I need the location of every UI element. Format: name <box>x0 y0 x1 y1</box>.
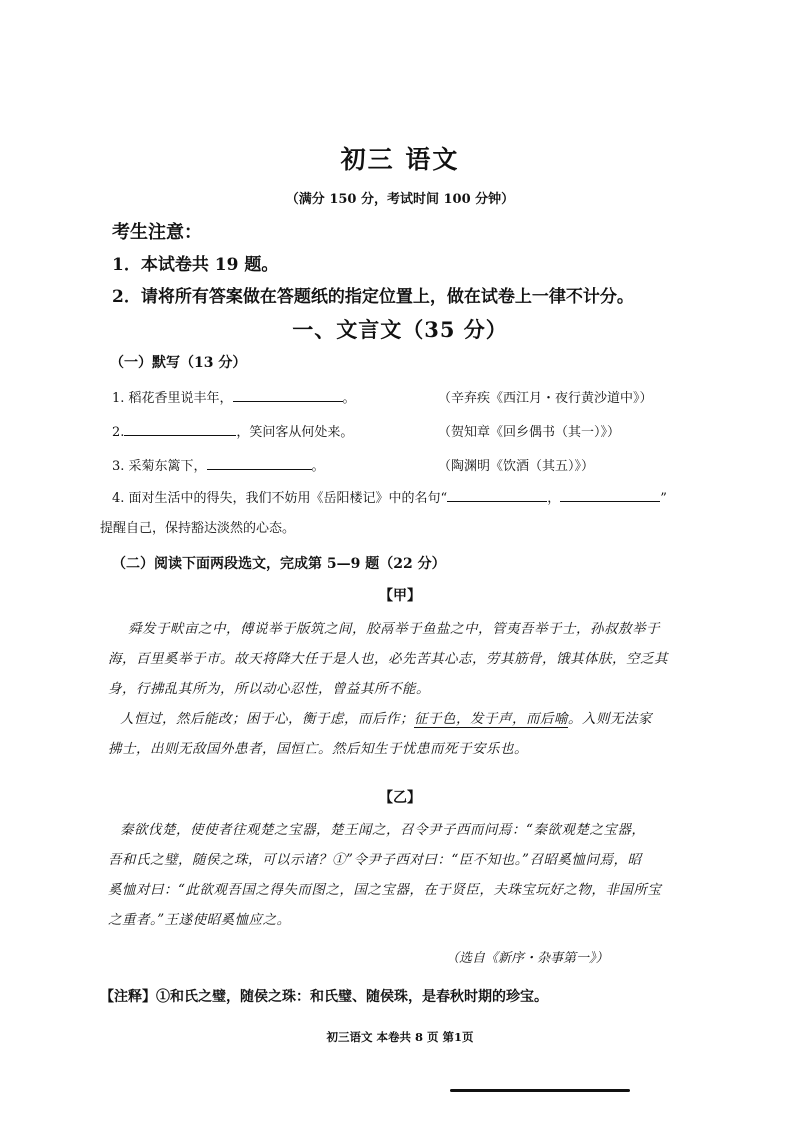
question-2-number: 2. <box>112 425 125 440</box>
passage-yi-line: 秦欲伐楚，使使者往观楚之宝器，楚王闻之，召令尹子西而问焉：“秦欲观楚之宝器， <box>120 822 646 838</box>
question-1-end: 。 <box>342 391 356 406</box>
answer-blank-4b[interactable] <box>560 489 660 502</box>
page-title: 初三 语文 <box>340 145 460 174</box>
question-3 <box>112 455 325 474</box>
underlined-phrase: 征于色，发于声，而后喻 <box>414 711 568 727</box>
part2-heading: （二）阅读下面两段选文，完成第 5—9 题（22 分） <box>112 556 446 572</box>
question-2 <box>112 421 353 440</box>
notice-item-1: 1．本试卷共 19 题。 <box>112 255 279 275</box>
question-4 <box>112 487 667 506</box>
scan-artifact-line <box>450 1089 630 1092</box>
question-1 <box>112 387 356 406</box>
notice-item-2: 2．请将所有答案做在答题纸的指定位置上，做在试卷上一律不计分。 <box>112 287 634 307</box>
section-heading: 一、文言文（35 分） <box>292 317 508 342</box>
question-2-source: （贺知章《回乡偶书（其一）》） <box>438 425 621 440</box>
passage-yi <box>108 815 694 935</box>
question-4-line2: 提醒自己，保持豁达淡然的心态。 <box>100 521 296 536</box>
answer-blank-3[interactable] <box>207 457 312 470</box>
passage-yi-tag: 【乙】 <box>379 790 421 806</box>
exam-info: （满分 150 分，考试时间 100 分钟） <box>285 192 515 207</box>
question-4-mid: ， <box>547 491 561 506</box>
passage-jia-p2-end: 。入则无法家 <box>568 711 652 727</box>
passage-yi-line: 奚恤对曰：“此欲观吾国之得失而图之，国之宝器，在于贤臣，夫珠宝玩好之物，非国所宝 <box>108 882 662 898</box>
passage-jia-line: 身，行拂乱其所为，所以动心忍性，曾益其所不能。 <box>108 681 430 697</box>
question-3-text: 3. 采菊东篱下， <box>112 459 207 474</box>
page-footer: 初三语文 本卷共 8 页 第1页 <box>326 1030 474 1044</box>
passage-yi-source: （选自《新序・杂事第一》） <box>446 951 609 966</box>
passage-yi-line: 之重者。”王遂使昭奚恤应之。 <box>108 912 291 928</box>
passage-jia <box>108 614 694 764</box>
passage-jia-p2-start: 人恒过，然后能改；困于心，衡于虑，而后作； <box>120 711 414 727</box>
question-2-text: ，笑问客从何处来。 <box>236 425 354 440</box>
annotation: 【注释】①和氏之璧，随侯之珠：和氏璧、随侯珠，是春秋时期的珍宝。 <box>100 989 548 1005</box>
passage-jia-line: 拂士，出则无敌国外患者，国恒亡。然后知生于忧患而死于安乐也。 <box>108 741 528 757</box>
question-3-source: （陶渊明《饮酒（其五）》） <box>438 459 595 474</box>
question-4-end: ” <box>660 491 667 506</box>
question-1-source: （辛弃疾《西江月・夜行黄沙道中》） <box>438 391 653 406</box>
passage-jia-line: 海，百里奚举于市。故天将降大任于是人也，必先苦其心志，劳其筋骨，饿其体肤，空乏其 <box>108 651 668 667</box>
notice-heading: 考生注意： <box>112 222 202 243</box>
passage-jia-line: 舜发于畎亩之中，傅说举于版筑之间，胶鬲举于鱼盐之中，管夷吾举于士，孙叔敖举于 <box>128 621 660 637</box>
question-4-text: 4. 面对生活中的得失，我们不妨用《岳阳楼记》中的名句“ <box>112 491 448 506</box>
part1-heading: （一）默写（13 分） <box>110 355 247 371</box>
answer-blank-2[interactable] <box>124 423 236 436</box>
passage-yi-line: 吾和氏之璧，随侯之珠，可以示诸？①”令尹子西对曰：“臣不知也。”召昭奚恤问焉，昭 <box>108 852 642 868</box>
question-3-end: 。 <box>311 459 325 474</box>
passage-jia-tag: 【甲】 <box>379 588 421 604</box>
question-1-text: 1. 稻花香里说丰年， <box>112 391 233 406</box>
answer-blank-4a[interactable] <box>447 489 547 502</box>
answer-blank-1[interactable] <box>233 389 343 402</box>
passage-jia-line <box>108 704 694 734</box>
